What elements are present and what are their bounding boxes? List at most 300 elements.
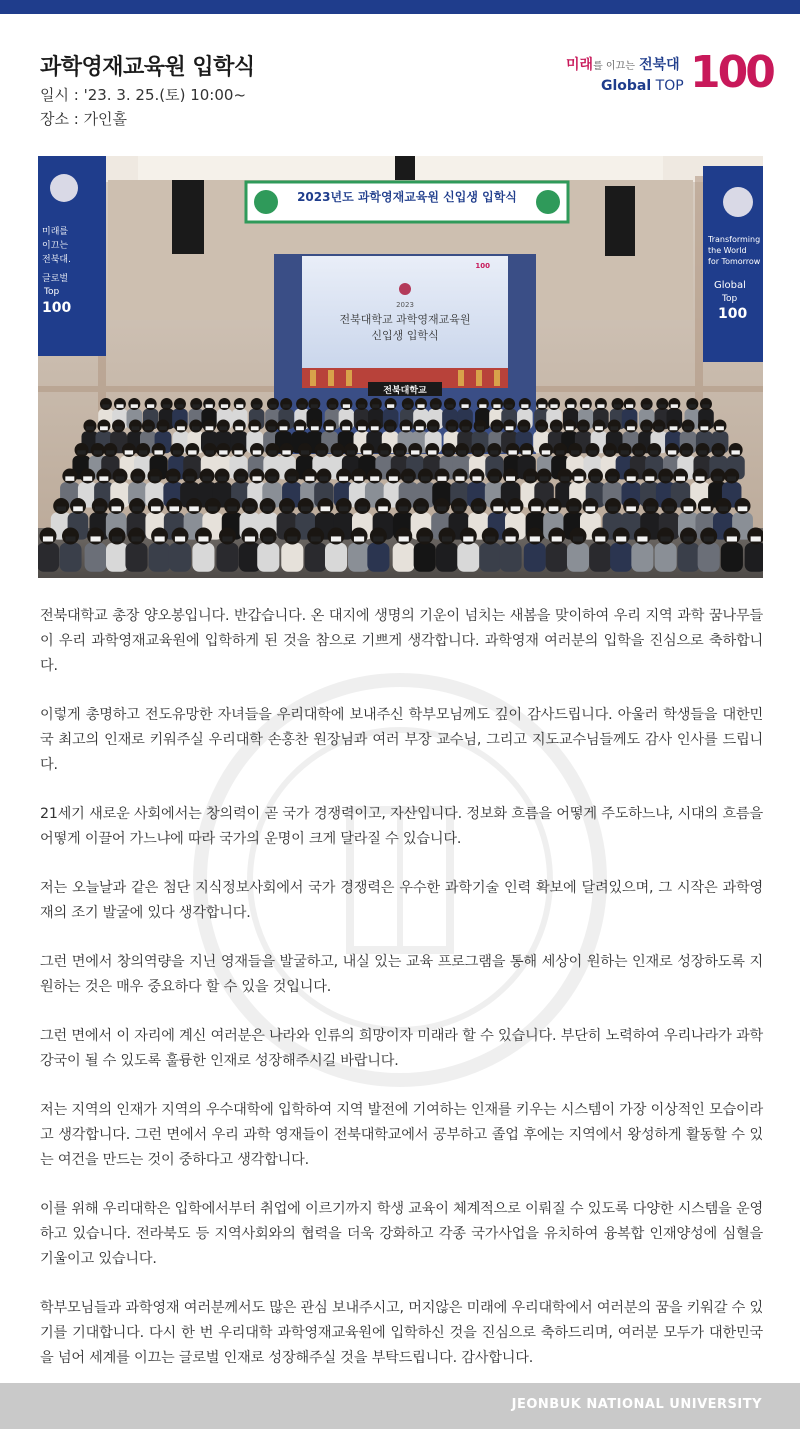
person-head [308,398,320,410]
person-mask [83,476,92,481]
person-head [370,528,387,545]
person-mask [317,450,325,454]
person-head [195,528,212,545]
person-head [336,469,351,484]
person-head [700,528,717,545]
person-head [317,498,333,514]
person-head [452,469,467,484]
page-title: 과학영재교육원 입학식 [40,55,255,80]
person-head [40,528,57,545]
person-head [565,398,577,410]
person-mask [354,476,363,481]
person-head [673,469,688,484]
person-head [112,420,125,433]
person-body [85,543,107,572]
person-body [393,543,415,572]
person-mask [437,506,447,511]
person-mask [311,404,318,408]
person-head [506,443,520,457]
person-mask [616,536,626,541]
person-mask [454,506,464,511]
person-head [445,420,458,433]
person-mask [479,404,486,408]
person-head [548,398,560,410]
event-date: 일시 : '23. 3. 25.(토) 10:00~ [40,86,247,104]
person-mask [173,450,181,454]
person-head [724,469,739,484]
person-head [624,420,637,433]
person-head [640,420,653,433]
person-mask [245,536,255,541]
person-body [567,543,589,572]
person-head [147,469,162,484]
person-head [386,469,401,484]
person-head [735,498,751,514]
person-mask [417,404,424,408]
person-head [613,528,630,545]
left-speaker [172,180,204,254]
person-head [97,420,110,433]
person-body [125,543,147,572]
person-mask [268,476,277,481]
person-mask [150,476,159,481]
person-mask [574,476,583,481]
person-body [106,543,128,572]
person-head [351,528,368,545]
person-mask [540,476,549,481]
person-head [75,443,89,457]
person-body [610,543,632,572]
person-mask [552,426,560,430]
person-mask [704,536,714,541]
person-mask [206,404,213,408]
person-mask [550,404,557,408]
person-head [469,469,484,484]
person-head [393,443,407,457]
person-head [279,498,295,514]
person-head [570,528,587,545]
person-head [548,528,565,545]
person-head [416,528,433,545]
person-mask [661,536,671,541]
person-mask [476,426,484,430]
person-mask [560,476,569,481]
person-mask [455,476,464,481]
person-mask [627,476,636,481]
person-mask [321,506,331,511]
person-head [62,528,79,545]
person-mask [552,536,562,541]
person-mask [661,476,670,481]
person-mask [621,450,629,454]
person-mask [738,506,748,511]
person-mask [219,450,227,454]
person-mask [139,450,147,454]
person-head [582,498,598,514]
person-mask [727,536,737,541]
person-mask [442,536,452,541]
person-head [408,443,422,457]
svg-text:Top: Top [44,287,60,297]
person-head [260,528,277,545]
message-body [40,604,763,1395]
person-head [62,469,77,484]
svg-text:글로벌: 글로벌 [42,274,69,284]
person-mask [282,450,290,454]
person-mask [402,426,410,430]
person-head [696,443,710,457]
person-head [444,398,456,410]
person-mask [526,476,535,481]
person-head [605,469,620,484]
paragraph: 이렇게 총명하고 전도유망한 자녀들을 우리대학에 보내주신 학부모님께도 깊이 감사드립니다. 아울러 학생들을 대한민국 최고의 인재로 키워주실 우리대학 손홍찬 원장님과 여러 부장 교수님, 그리고 지도교수님들께도 감사 인사를 드립니다. [40,707,763,773]
person-body [149,543,171,572]
person-head [200,469,215,484]
person-head [563,420,576,433]
person-mask [668,450,676,454]
person-mask [326,426,334,430]
person-head [280,398,292,410]
person-mask [566,426,574,430]
person-head [634,528,651,545]
person-mask [463,536,473,541]
person-head [539,443,553,457]
person-body [169,543,191,572]
person-mask [319,476,328,481]
person-mask [511,506,521,511]
banner-title: 2023년도 과학영재교육원 신입생 입학식 [297,190,517,204]
person-head [643,498,659,514]
person-head [474,420,487,433]
person-mask [676,476,685,481]
person-head [430,398,442,410]
person-mask [198,536,208,541]
person-head [91,443,105,457]
person-head [477,398,489,410]
person-head [568,443,582,457]
person-head [314,443,328,457]
person-head [535,420,548,433]
person-head [368,420,381,433]
person-mask [701,506,711,511]
person-body [38,543,59,572]
ceremony-photo [38,156,763,578]
person-body [655,543,677,572]
person-mask [727,476,736,481]
person-mask [253,450,261,454]
person-mask [263,506,273,511]
person-mask [432,404,439,408]
person-head [293,420,306,433]
person-head [234,398,246,410]
person-mask [389,476,398,481]
person-mask [626,404,633,408]
person-mask [305,476,314,481]
person-head [593,420,606,433]
person-head [354,498,370,514]
person-head [92,498,108,514]
person-mask [411,450,419,454]
person-mask [429,426,437,430]
person-head [148,498,164,514]
person-head [679,443,693,457]
paragraph: 이를 위해 우리대학은 입학에서부터 취업에 이르기까지 학생 교육이 체계적으로 이뤄질 수 있도록 다양한 시스템을 운영하고 있습니다. 전라북도 등 지역사회와의 협력을 더욱 강화하고 각종 국가사업을 유치하여 융복합 인재양성에 심혈을 기울이고 있습니다. [40,1201,763,1267]
person-mask [112,536,122,541]
person-mask [588,450,596,454]
person-mask [458,450,466,454]
person-mask [268,450,276,454]
person-mask [287,476,296,481]
person-mask [626,506,636,511]
person-head [224,498,240,514]
footer-university: JEONBUK NATIONAL UNIVERSITY [511,1397,762,1412]
person-head [577,420,590,433]
person-head [490,420,503,433]
brand-logo [566,46,773,102]
person-mask [106,450,114,454]
person-body [524,543,546,572]
person-mask [169,506,179,511]
person-body [367,543,389,572]
person-head [713,420,726,433]
person-mask [287,536,297,541]
stage-sign: 전북대학교 [383,386,427,396]
person-body [500,543,522,572]
brand-number: 100 [690,47,773,98]
person-head [260,498,276,514]
person-mask [370,476,379,481]
paragraph: 저는 지역의 인재가 지역의 우수대학에 입학하여 지역 발전에 기여하는 인재를 키우는 시스템이 가장 이상적인 모습이라고 생각합니다. 그런 면에서 우리 과학 영재들이 전북대학교에서 공부하고 졸업 후에는 지역에서 왕성하게 활동할 수 있는 여건을 만드는 것이 중하다고 생각합니다. [40,1102,763,1168]
person-mask [645,476,654,481]
person-mask [698,450,706,454]
person-mask [263,536,273,541]
person-mask [188,450,196,454]
person-mask [56,506,66,511]
svg-text:the World: the World [708,246,747,255]
person-mask [399,536,409,541]
person-mask [192,426,200,430]
person-mask [438,476,447,481]
person-head [491,398,503,410]
person-mask [462,426,470,430]
person-head [231,443,245,457]
person-mask [506,426,514,430]
person-head [680,528,697,545]
person-head [401,469,416,484]
person-mask [684,426,692,430]
person-mask [643,404,650,408]
svg-text:Global: Global [714,280,746,291]
person-head [459,420,472,433]
person-head [686,398,698,410]
person-mask [579,426,587,430]
person-head [608,420,621,433]
person-mask [236,404,243,408]
person-mask [175,536,185,541]
person-head [250,443,264,457]
person-mask [234,450,242,454]
person-head [503,420,516,433]
person-head [174,420,187,433]
person-head [307,528,324,545]
person-mask [556,450,564,454]
person-mask [689,404,696,408]
person-mask [245,506,255,511]
person-head [471,498,487,514]
person-mask [269,404,276,408]
person-head [83,420,96,433]
person-mask [301,506,311,511]
paragraph: 그런 면에서 이 자리에 계신 여러분은 나라와 인류의 희망이자 미래라 할 수 있습니다. 부단히 노력하여 우리나라가 과학강국이 될 수 있도록 훌륭한 인재로 성장해주시길 바랍니다. [40,1028,763,1069]
person-head [296,398,308,410]
person-head [189,420,202,433]
person-mask [664,506,674,511]
person-head [377,443,391,457]
person-mask [542,450,550,454]
person-head [395,498,411,514]
person-head [413,498,429,514]
person-head [217,420,230,433]
event-place: 장소 : 가인홀 [40,110,128,128]
person-head [668,398,680,410]
person-mask [206,426,214,430]
person-mask [569,506,579,511]
person-head [251,398,263,410]
person-head [215,469,230,484]
person-mask [521,404,528,408]
person-head [128,398,140,410]
person-mask [268,426,276,430]
person-mask [311,426,319,430]
person-head [580,398,592,410]
person-mask [637,536,647,541]
person-head [723,528,740,545]
person-mask [358,404,365,408]
person-mask [65,476,74,481]
person-head [487,469,502,484]
person-mask [399,506,409,511]
person-head [351,469,366,484]
person-head [395,528,412,545]
person-head [53,498,69,514]
person-head [571,469,586,484]
person-mask [151,506,161,511]
person-mask [493,506,503,511]
person-head [439,528,456,545]
person-head [103,443,117,457]
person-mask [177,426,185,430]
person-mask [111,506,121,511]
person-mask [472,476,481,481]
person-mask [538,404,545,408]
person-head [624,398,636,410]
person-head [698,498,714,514]
person-mask [65,536,75,541]
person-head [248,420,261,433]
person-mask [280,426,288,430]
person-mask [700,426,708,430]
person-head [182,469,197,484]
person-head [355,420,368,433]
person-head [618,443,632,457]
person-head [80,469,95,484]
brand-slogan: 미래를 이끄는 전북대 [566,57,680,73]
person-head [624,469,639,484]
person-body [216,543,238,572]
left-banner-text: 미래를 [42,227,69,237]
person-mask [416,426,424,430]
person-head [455,443,469,457]
person-head [327,398,339,410]
person-mask [655,426,663,430]
person-head [219,528,236,545]
person-mask [147,404,154,408]
person-mask [508,450,516,454]
person-body [745,543,763,572]
person-mask [358,426,366,430]
person-mask [235,426,243,430]
person-head [302,469,317,484]
person-mask [163,404,170,408]
person-mask [253,404,260,408]
person-head [641,398,653,410]
person-mask [531,506,541,511]
person-mask [506,476,515,481]
person-mask [100,426,108,430]
person-mask [77,450,85,454]
person-head [114,398,126,410]
person-mask [530,536,540,541]
person-head [161,398,173,410]
person-body [192,543,214,572]
svg-text:이끄는: 이끄는 [42,241,69,251]
paragraph: 전북대학교 총장 양오봉입니다. 반갑습니다. 온 대지에 생명의 기운이 넘치는 새봄을 맞이하여 우리 지역 과학 꿈나무들이 우리 과학영재교육원에 입학하게 된 것을 참으로 기쁘게 생각합니다. 과학영재 여러분의 입학을 진심으로 축하합니다. [40,608,763,674]
person-mask [133,476,142,481]
person-mask [731,450,739,454]
person-head [203,443,217,457]
svg-text:2023: 2023 [396,301,414,309]
person-mask [296,426,304,430]
person-head [108,498,124,514]
person-mask [490,450,498,454]
person-mask [474,506,484,511]
person-head [402,398,414,410]
person-mask [94,450,102,454]
person-mask [582,404,589,408]
person-mask [371,426,379,430]
person-head [166,469,181,484]
person-head [595,398,607,410]
person-body [348,543,370,572]
person-mask [490,476,499,481]
person-mask [608,476,617,481]
person-mask [221,404,228,408]
person-head [267,398,279,410]
person-mask [282,506,292,511]
person-head [482,528,499,545]
person-head [603,443,617,457]
person-head [370,398,382,410]
person-head [218,398,230,410]
person-head [520,443,534,457]
person-head [323,420,336,433]
paragraph: 그런 면에서 창의역량을 지닌 영재들을 발굴하고, 내실 있는 교육 프로그램을 통해 세상이 원하는 인재로 성장하도록 지원하는 것은 매우 중요하다 할 수 있을 것입니다. [40,954,763,995]
person-head [128,528,145,545]
person-head [536,398,548,410]
person-head [356,398,368,410]
person-mask [420,536,430,541]
person-mask [145,426,153,430]
